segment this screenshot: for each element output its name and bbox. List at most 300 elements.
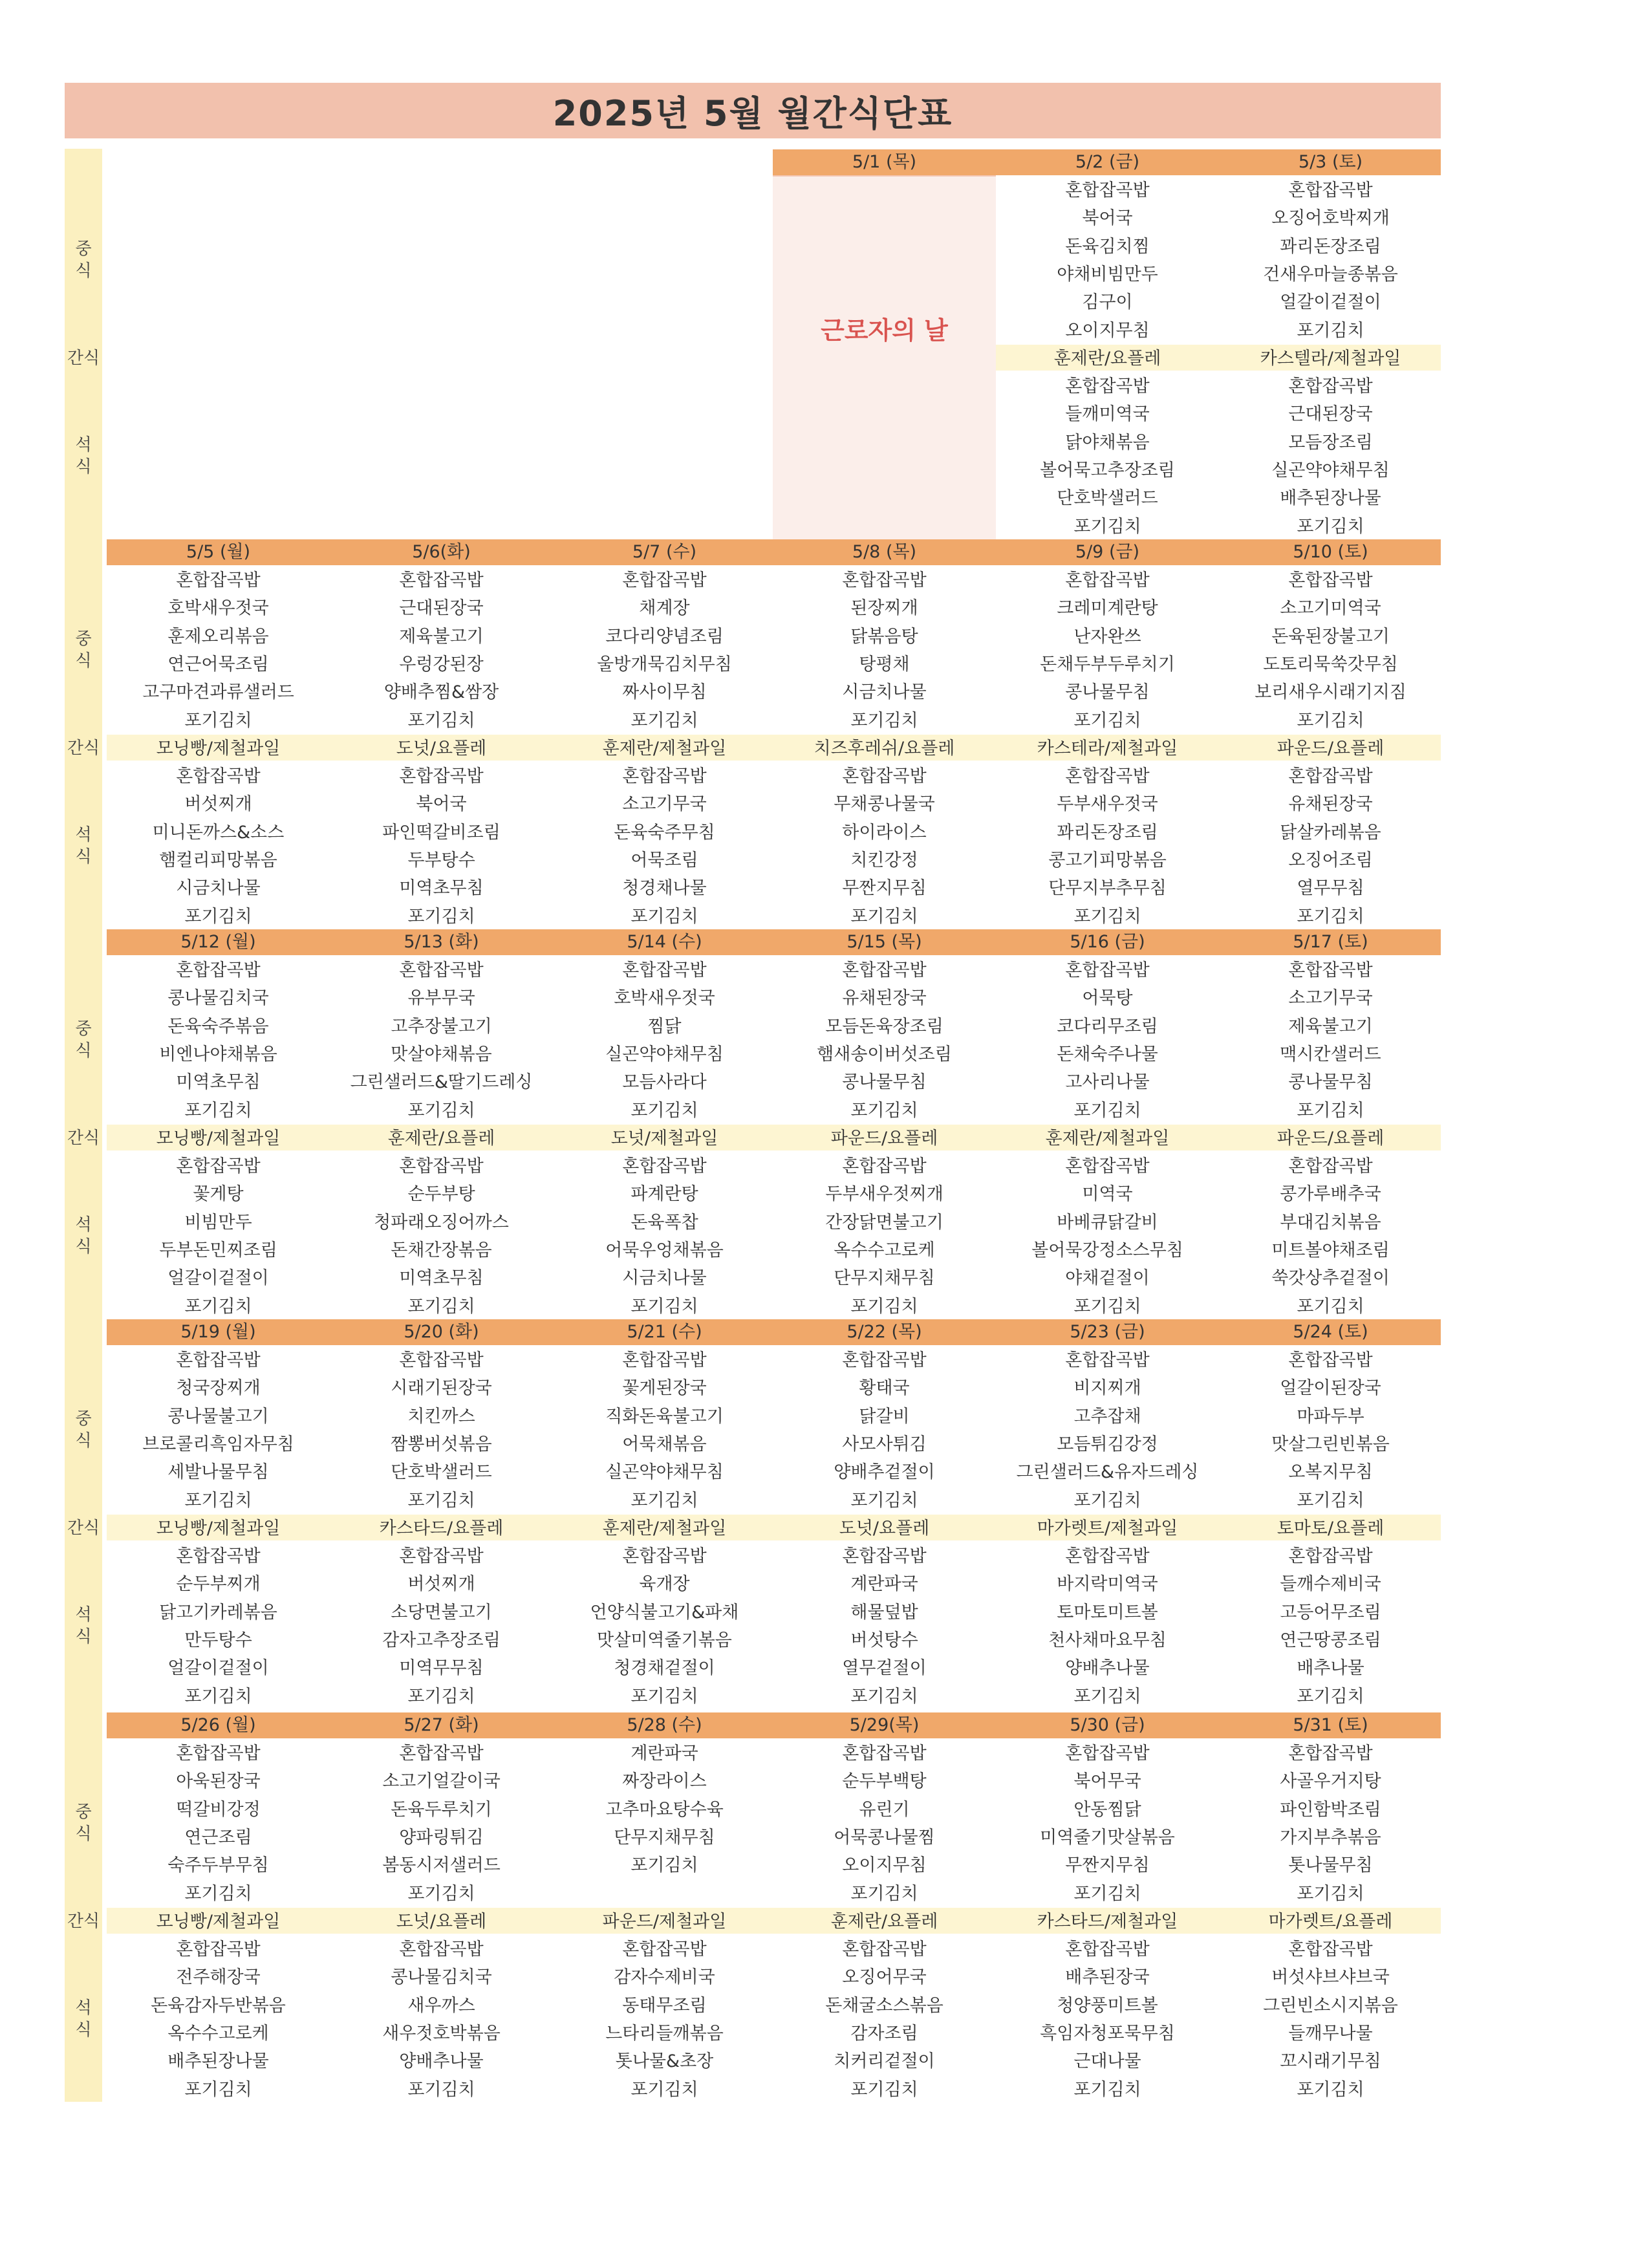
snack-item: 훈제란/제철과일 [602, 738, 727, 759]
dinner-item: 꼬시래기무침 [1280, 2051, 1381, 2072]
lunch-item: 돈육두루치기 [391, 1799, 492, 1820]
date-header-3: 5/29(목) [849, 1715, 920, 1735]
dinner-item: 시금치나물 [622, 1268, 707, 1289]
dinner-item: 오징어조림 [1288, 850, 1373, 870]
lunch-item: 포기김치 [184, 1883, 252, 1904]
section-label-lunch: 중 식 [75, 1409, 92, 1451]
lunch-item: 포기김치 [184, 1100, 252, 1121]
dinner-item: 포기김치 [1073, 1686, 1141, 1707]
dinner-item: 포기김치 [407, 1296, 475, 1317]
snack-item: 훈제란/요플레 [1053, 348, 1161, 369]
snack-item: 파운드/제철과일 [602, 1911, 727, 1932]
dinner-item: 혼합잡곡밥 [842, 766, 927, 787]
dinner-item: 콩가루배추국 [1280, 1184, 1381, 1205]
dinner-item: 순두부탕 [407, 1184, 475, 1205]
lunch-item: 오이지무침 [842, 1855, 927, 1876]
lunch-item: 혼합잡곡밥 [1288, 1350, 1373, 1370]
lunch-item: 세발나물무침 [167, 1462, 269, 1483]
snack-item: 카스테라/제철과일 [1037, 738, 1178, 759]
lunch-item: 포기김치 [1297, 710, 1364, 731]
lunch-item: 고추마요탕수육 [605, 1799, 724, 1820]
lunch-item: 파인함박조림 [1280, 1799, 1381, 1820]
date-header-5: 5/3 (토) [1298, 152, 1363, 172]
lunch-item: 고추잡채 [1073, 1406, 1141, 1427]
snack-item: 파운드/요플레 [830, 1128, 938, 1149]
lunch-item: 보리새우시래기지짐 [1255, 682, 1406, 703]
lunch-item: 혼합잡곡밥 [176, 960, 261, 980]
dinner-item: 배추된장국 [1065, 1967, 1150, 1988]
lunch-item: 포기김치 [1073, 710, 1141, 731]
dinner-item: 포기김치 [184, 1686, 252, 1707]
lunch-item: 북어무국 [1073, 1771, 1141, 1792]
lunch-item: 유린기 [859, 1799, 910, 1820]
lunch-item: 톳나물무침 [1288, 1855, 1373, 1876]
dinner-item: 혼합잡곡밥 [176, 766, 261, 787]
lunch-item: 유부무국 [407, 988, 475, 1009]
dinner-item: 꽈리돈장조림 [1057, 822, 1158, 843]
dinner-item: 혼합잡곡밥 [1065, 376, 1150, 397]
date-header-1: 5/13 (화) [404, 932, 479, 952]
lunch-item: 모듬사라다 [622, 1072, 707, 1093]
date-header-3: 5/1 (목) [852, 152, 917, 172]
dinner-item: 미역국 [1082, 1184, 1133, 1205]
dinner-item: 포기김치 [630, 1686, 698, 1707]
section-label-snack: 간식 [67, 1128, 100, 1148]
dinner-item: 쑥갓상추겉절이 [1271, 1268, 1390, 1289]
lunch-item: 혼합잡곡밥 [1288, 1744, 1373, 1764]
snack-item: 모닝빵/제철과일 [156, 1911, 281, 1932]
lunch-item: 오이지무침 [1065, 320, 1150, 341]
dinner-item: 혼합잡곡밥 [842, 1156, 927, 1177]
lunch-item: 혼합잡곡밥 [1065, 1744, 1150, 1764]
lunch-item: 짜사이무침 [622, 682, 707, 703]
dinner-item: 포기김치 [850, 1296, 918, 1317]
section-label-lunch: 중 식 [75, 1019, 92, 1061]
dinner-item: 포기김치 [1297, 516, 1364, 537]
date-header-4: 5/30 (금) [1070, 1715, 1145, 1735]
dinner-item: 치커리겉절이 [834, 2051, 935, 2072]
dinner-item: 청경채겉절이 [614, 1658, 715, 1679]
lunch-item: 돈육된장불고기 [1271, 626, 1390, 647]
dinner-item: 고등어무조림 [1280, 1602, 1381, 1623]
dinner-item: 햄컬리피망볶음 [159, 850, 277, 870]
date-header-4: 5/9 (금) [1075, 542, 1140, 562]
dinner-item: 포기김치 [850, 1686, 918, 1707]
date-header-5: 5/31 (토) [1293, 1715, 1368, 1735]
lunch-item: 안동찜닭 [1073, 1799, 1141, 1820]
lunch-item: 사모사튀김 [842, 1434, 927, 1454]
dinner-item: 배추된장나물 [1280, 488, 1381, 509]
lunch-item: 혼합잡곡밥 [842, 1744, 927, 1764]
snack-item: 파운드/요플레 [1277, 738, 1385, 759]
dinner-item: 버섯찌개 [184, 794, 252, 815]
lunch-item: 난자완쓰 [1073, 626, 1141, 647]
dinner-item: 동태무조림 [622, 1995, 707, 2016]
dinner-item: 혼합잡곡밥 [622, 766, 707, 787]
dinner-item: 순두부찌개 [176, 1574, 261, 1595]
section-label-dinner: 석 식 [75, 435, 92, 477]
dinner-item: 무채콩나물국 [834, 794, 935, 815]
dinner-item: 얼갈이겉절이 [167, 1658, 269, 1679]
title-bar [65, 83, 1441, 138]
dinner-item: 어묵우엉채볶음 [605, 1240, 724, 1260]
dinner-item: 포기김치 [1297, 1686, 1364, 1707]
dinner-item: 옥수수고로케 [167, 2024, 269, 2044]
date-header-3: 5/15 (목) [846, 932, 922, 952]
dinner-item: 청양풍미트볼 [1057, 1995, 1158, 2016]
dinner-item: 혼합잡곡밥 [176, 1939, 261, 1960]
lunch-item: 돈채숙주나물 [1057, 1044, 1158, 1064]
section-label-lunch: 중 식 [75, 629, 92, 671]
dinner-item: 육개장 [639, 1574, 690, 1595]
lunch-item: 포기김치 [184, 1490, 252, 1511]
section-label-lunch: 중 식 [75, 1802, 92, 1844]
dinner-item: 혼합잡곡밥 [1288, 1156, 1373, 1177]
dinner-item: 전주해장국 [176, 1967, 261, 1988]
dinner-item: 혼합잡곡밥 [1288, 1546, 1373, 1567]
date-header-0: 5/5 (월) [186, 542, 251, 562]
dinner-item: 들깨무나물 [1288, 2024, 1373, 2044]
date-header-3: 5/8 (목) [852, 542, 917, 562]
section-label-dinner: 석 식 [75, 1605, 92, 1647]
lunch-item: 닭갈비 [859, 1406, 910, 1427]
lunch-item: 마파두부 [1297, 1406, 1364, 1427]
lunch-item: 혼합잡곡밥 [176, 1744, 261, 1764]
lunch-item: 호박새우젓국 [167, 598, 269, 619]
lunch-item: 혼합잡곡밥 [1065, 180, 1150, 200]
dinner-item: 포기김치 [1073, 906, 1141, 927]
lunch-item: 짬뽕버섯볶음 [391, 1434, 492, 1454]
lunch-item: 울방개묵김치무침 [597, 654, 732, 675]
lunch-item: 치킨까스 [407, 1406, 475, 1427]
section-label-snack: 간식 [67, 1911, 100, 1931]
dinner-item: 오징어무국 [842, 1967, 927, 1988]
lunch-item: 모듬돈육장조림 [825, 1016, 943, 1037]
lunch-item: 포기김치 [1297, 320, 1364, 341]
lunch-item: 떡갈비강정 [176, 1799, 261, 1820]
lunch-item: 숙주두부무침 [167, 1855, 269, 1876]
lunch-item: 단호박샐러드 [391, 1462, 492, 1483]
lunch-item: 포기김치 [850, 1490, 918, 1511]
snack-item: 카스타드/요플레 [379, 1518, 504, 1539]
dinner-item: 버섯찌개 [407, 1574, 475, 1595]
dinner-item: 혼합잡곡밥 [176, 1546, 261, 1567]
dinner-item: 혼합잡곡밥 [1065, 1939, 1150, 1960]
lunch-item: 직화돈육불고기 [605, 1406, 724, 1427]
dinner-item: 혼합잡곡밥 [622, 1546, 707, 1567]
date-header-3: 5/22 (목) [846, 1322, 922, 1342]
lunch-item: 혼합잡곡밥 [1288, 180, 1373, 200]
lunch-item: 찜닭 [647, 1016, 682, 1037]
lunch-item: 어묵콩나물찜 [834, 1827, 935, 1848]
dinner-item: 미니돈까스&소스 [152, 822, 285, 843]
lunch-item: 포기김치 [407, 1100, 475, 1121]
dinner-item: 북어국 [416, 794, 467, 815]
lunch-item: 청국장찌개 [176, 1378, 261, 1399]
lunch-item: 포기김치 [1073, 1490, 1141, 1511]
dinner-item: 실곤약야채무침 [1271, 460, 1390, 481]
dinner-item: 바지락미역국 [1057, 1574, 1158, 1595]
dinner-item: 새우젓호박볶음 [382, 2024, 501, 2044]
dinner-item: 단호박샐러드 [1057, 488, 1158, 509]
date-header-2: 5/14 (수) [627, 932, 702, 952]
snack-item: 도넛/요플레 [396, 738, 487, 759]
lunch-item: 고추장불고기 [391, 1016, 492, 1037]
dinner-item: 치킨강정 [850, 850, 918, 870]
dinner-item: 유채된장국 [1288, 794, 1373, 815]
lunch-item: 혼합잡곡밥 [176, 1350, 261, 1370]
dinner-item: 볼어묵고추장조림 [1040, 460, 1175, 481]
dinner-item: 소당면불고기 [391, 1602, 492, 1623]
lunch-item: 맛살그린빈볶음 [1271, 1434, 1390, 1454]
lunch-item: 포기김치 [1073, 1100, 1141, 1121]
dinner-item: 배추나물 [1297, 1658, 1364, 1679]
dinner-item: 두부새우젓찌개 [825, 1184, 943, 1205]
dinner-item: 버섯탕수 [850, 1630, 918, 1650]
section-label-dinner: 석 식 [75, 1998, 92, 2040]
dinner-item: 미역초무침 [399, 1268, 484, 1289]
section-label-dinner: 석 식 [75, 1215, 92, 1257]
lunch-item: 포기김치 [1297, 1490, 1364, 1511]
lunch-item: 맛살야채볶음 [391, 1044, 492, 1064]
lunch-item: 포기김치 [630, 1490, 698, 1511]
lunch-item: 연근어묵조림 [167, 654, 269, 675]
dinner-item: 새우까스 [407, 1995, 475, 2016]
dinner-item: 포기김치 [630, 2079, 698, 2100]
lunch-item: 유채된장국 [842, 988, 927, 1009]
lunch-item: 얼갈이된장국 [1280, 1378, 1381, 1399]
dinner-item: 혼합잡곡밥 [1288, 376, 1373, 397]
dinner-item: 들깨수제비국 [1280, 1574, 1381, 1595]
snack-item: 모닝빵/제철과일 [156, 1128, 281, 1149]
lunch-item: 콩나물김치국 [167, 988, 269, 1009]
lunch-item: 닭볶음탕 [850, 626, 918, 647]
lunch-item: 혼합잡곡밥 [399, 960, 484, 980]
dinner-item: 하이라이스 [842, 822, 927, 843]
dinner-item: 포기김치 [1073, 2079, 1141, 2100]
dinner-item: 토마토미트볼 [1057, 1602, 1158, 1623]
lunch-item: 혼합잡곡밥 [399, 1744, 484, 1764]
dinner-item: 언양식불고기&파채 [590, 1602, 739, 1623]
dinner-item: 포기김치 [850, 2079, 918, 2100]
dinner-item: 혼합잡곡밥 [842, 1939, 927, 1960]
date-header-0: 5/19 (월) [180, 1322, 256, 1342]
dinner-item: 닭야채볶음 [1065, 432, 1150, 453]
dinner-item: 포기김치 [630, 1296, 698, 1317]
dinner-item: 무짠지무침 [842, 878, 927, 899]
dinner-item: 천사채마요무침 [1048, 1630, 1167, 1650]
snack-item: 카스타드/제철과일 [1037, 1911, 1178, 1932]
date-header-0: 5/12 (월) [180, 932, 256, 952]
lunch-item: 포기김치 [1297, 1100, 1364, 1121]
dinner-item: 혼합잡곡밥 [1288, 766, 1373, 787]
lunch-item: 아욱된장국 [176, 1771, 261, 1792]
lunch-item: 가지부추볶음 [1280, 1827, 1381, 1848]
dinner-item: 포기김치 [184, 1296, 252, 1317]
dinner-item: 혼합잡곡밥 [399, 766, 484, 787]
dinner-item: 콩고기피망볶음 [1048, 850, 1167, 870]
lunch-item: 북어국 [1082, 208, 1133, 229]
lunch-item: 포기김치 [630, 1855, 698, 1876]
lunch-item: 포기김치 [850, 1100, 918, 1121]
lunch-item: 소고기얼갈이국 [382, 1771, 501, 1792]
lunch-item: 어묵채볶음 [622, 1434, 707, 1454]
lunch-item: 혼합잡곡밥 [1288, 960, 1373, 980]
dinner-item: 혼합잡곡밥 [176, 1156, 261, 1177]
section-label-snack: 간식 [67, 348, 100, 368]
dinner-item: 포기김치 [850, 906, 918, 927]
dinner-item: 포기김치 [630, 906, 698, 927]
snack-item: 모닝빵/제철과일 [156, 1518, 281, 1539]
snack-item: 훈제란/요플레 [387, 1128, 495, 1149]
date-header-1: 5/27 (화) [404, 1715, 479, 1735]
lunch-item: 도토리묵쑥갓무침 [1263, 654, 1398, 675]
dinner-item: 혼합잡곡밥 [399, 1939, 484, 1960]
lunch-item: 시금치나물 [842, 682, 927, 703]
dinner-item: 그린빈소시지볶음 [1263, 1995, 1398, 2016]
lunch-item: 콩나물불고기 [167, 1406, 269, 1427]
dinner-item: 계란파국 [850, 1574, 918, 1595]
dinner-item: 포기김치 [1297, 1296, 1364, 1317]
lunch-item: 맥시칸샐러드 [1280, 1044, 1381, 1064]
dinner-item: 콩나물김치국 [391, 1967, 492, 1988]
lunch-item: 우렁강된장 [399, 654, 484, 675]
lunch-item: 꽈리돈장조림 [1280, 236, 1381, 257]
dinner-item: 맛살미역줄기볶음 [597, 1630, 732, 1650]
dinner-item: 혼합잡곡밥 [622, 1939, 707, 1960]
dinner-item: 혼합잡곡밥 [1065, 1546, 1150, 1567]
lunch-item: 제육불고기 [1288, 1016, 1373, 1037]
lunch-item: 햄새송이버섯조림 [817, 1044, 952, 1064]
dinner-item: 얼갈이겉절이 [167, 1268, 269, 1289]
lunch-item: 콩나물무침 [1288, 1072, 1373, 1093]
dinner-item: 근대된장국 [1288, 404, 1373, 425]
section-label-lunch: 중 식 [75, 239, 92, 281]
lunch-item: 혼합잡곡밥 [842, 960, 927, 980]
dinner-item: 배추된장나물 [167, 2051, 269, 2072]
lunch-item: 포기김치 [184, 710, 252, 731]
snack-item: 도넛/요플레 [839, 1518, 930, 1539]
lunch-item: 돈육숙주볶음 [167, 1016, 269, 1037]
snack-item: 토마토/요플레 [1277, 1518, 1385, 1539]
lunch-item: 코다리무조림 [1057, 1016, 1158, 1037]
lunch-item: 짜장라이스 [622, 1771, 707, 1792]
date-header-4: 5/16 (금) [1070, 932, 1145, 952]
dinner-item: 돈육감자두반볶음 [151, 1995, 286, 2016]
lunch-item: 김구이 [1082, 292, 1133, 313]
date-header-2: 5/7 (수) [632, 542, 697, 562]
lunch-item: 꽃게된장국 [622, 1378, 707, 1399]
dinner-item: 꽃게탕 [193, 1184, 244, 1205]
dinner-item: 파계란탕 [630, 1184, 698, 1205]
dinner-item: 감자조림 [850, 2024, 918, 2044]
lunch-item: 포기김치 [1073, 1883, 1141, 1904]
lunch-item: 단무지채무침 [614, 1827, 715, 1848]
dinner-item: 시금치나물 [176, 878, 261, 899]
date-header-5: 5/17 (토) [1293, 932, 1368, 952]
dinner-item: 미트볼야채조림 [1271, 1240, 1390, 1260]
lunch-item: 그린샐러드&유자드레싱 [1016, 1462, 1199, 1483]
dinner-item: 들깨미역국 [1065, 404, 1150, 425]
dinner-item: 해물덮밥 [850, 1602, 918, 1623]
dinner-item: 어묵조림 [630, 850, 698, 870]
dinner-item: 혼합잡곡밥 [842, 1546, 927, 1567]
lunch-item: 혼합잡곡밥 [1288, 570, 1373, 590]
lunch-item: 포기김치 [850, 1883, 918, 1904]
dinner-item: 볼어묵강정소스무침 [1031, 1240, 1183, 1260]
dinner-item: 두부새우젓국 [1057, 794, 1158, 815]
dinner-item: 열무무침 [1297, 878, 1364, 899]
dinner-item: 포기김치 [1073, 1296, 1141, 1317]
snack-item: 마가렛트/제철과일 [1037, 1518, 1178, 1539]
dinner-item: 양배추나물 [399, 2051, 484, 2072]
dinner-item: 만두탕수 [184, 1630, 252, 1650]
dinner-item: 두부탕수 [407, 850, 475, 870]
lunch-item: 혼합잡곡밥 [842, 570, 927, 590]
lunch-item: 오징어호박찌개 [1271, 208, 1390, 229]
lunch-item: 브로콜리흑임자무침 [142, 1434, 294, 1454]
dinner-item: 혼합잡곡밥 [1065, 766, 1150, 787]
dinner-item: 소고기무국 [622, 794, 707, 815]
dinner-item: 닭살카레볶음 [1280, 822, 1381, 843]
lunch-item: 포기김치 [407, 1883, 475, 1904]
lunch-item: 어묵탕 [1082, 988, 1133, 1009]
lunch-item: 혼합잡곡밥 [1065, 1350, 1150, 1370]
lunch-item: 미역초무침 [176, 1072, 261, 1093]
lunch-item: 순두부백탕 [842, 1771, 927, 1792]
lunch-item: 양배추겉절이 [834, 1462, 935, 1483]
lunch-item: 얼갈이겉절이 [1280, 292, 1381, 313]
lunch-item: 시래기된장국 [391, 1378, 492, 1399]
dinner-item: 단무지채무침 [834, 1268, 935, 1289]
page-title: 2025년 5월 월간식단표 [552, 92, 953, 134]
snack-item: 모닝빵/제철과일 [156, 738, 281, 759]
date-header-4: 5/23 (금) [1070, 1322, 1145, 1342]
dinner-item: 청파래오징어까스 [374, 1212, 509, 1233]
lunch-item: 혼합잡곡밥 [622, 960, 707, 980]
lunch-item: 혼합잡곡밥 [399, 1350, 484, 1370]
dinner-item: 두부돈민찌조림 [159, 1240, 277, 1260]
date-header-4: 5/2 (금) [1075, 152, 1140, 172]
dinner-item: 포기김치 [1297, 906, 1364, 927]
lunch-item: 탕평채 [859, 654, 910, 675]
dinner-item: 단무지부추무침 [1048, 878, 1167, 899]
lunch-item: 계란파국 [630, 1744, 698, 1764]
lunch-item: 콩나물무침 [842, 1072, 927, 1093]
lunch-item: 혼합잡곡밥 [622, 570, 707, 590]
lunch-item: 봄동시저샐러드 [382, 1855, 501, 1876]
dinner-item: 연근땅콩조림 [1280, 1630, 1381, 1650]
lunch-item: 크레미계란탕 [1057, 598, 1158, 619]
date-header-0: 5/26 (월) [180, 1715, 256, 1735]
dinner-item: 혼합잡곡밥 [399, 1546, 484, 1567]
lunch-item: 황태국 [859, 1378, 910, 1399]
section-label-snack: 간식 [67, 1518, 100, 1538]
dinner-item: 포기김치 [407, 1686, 475, 1707]
dinner-item: 톳나물&초장 [615, 2051, 714, 2072]
lunch-item: 오복지무침 [1288, 1462, 1373, 1483]
dinner-item: 청경채나물 [622, 878, 707, 899]
dinner-item: 비빔만두 [184, 1212, 252, 1233]
dinner-item: 돈채굴소스볶음 [825, 1995, 943, 2016]
lunch-item: 호박새우젓국 [614, 988, 715, 1009]
lunch-item: 건새우마늘종볶음 [1263, 264, 1398, 285]
lunch-item: 실곤약야채무침 [605, 1462, 724, 1483]
dinner-item: 간장닭면불고기 [825, 1212, 943, 1233]
lunch-item: 모듬튀김강정 [1057, 1434, 1158, 1454]
snack-item: 도넛/요플레 [396, 1911, 487, 1932]
dinner-item: 돈채간장볶음 [391, 1240, 492, 1260]
